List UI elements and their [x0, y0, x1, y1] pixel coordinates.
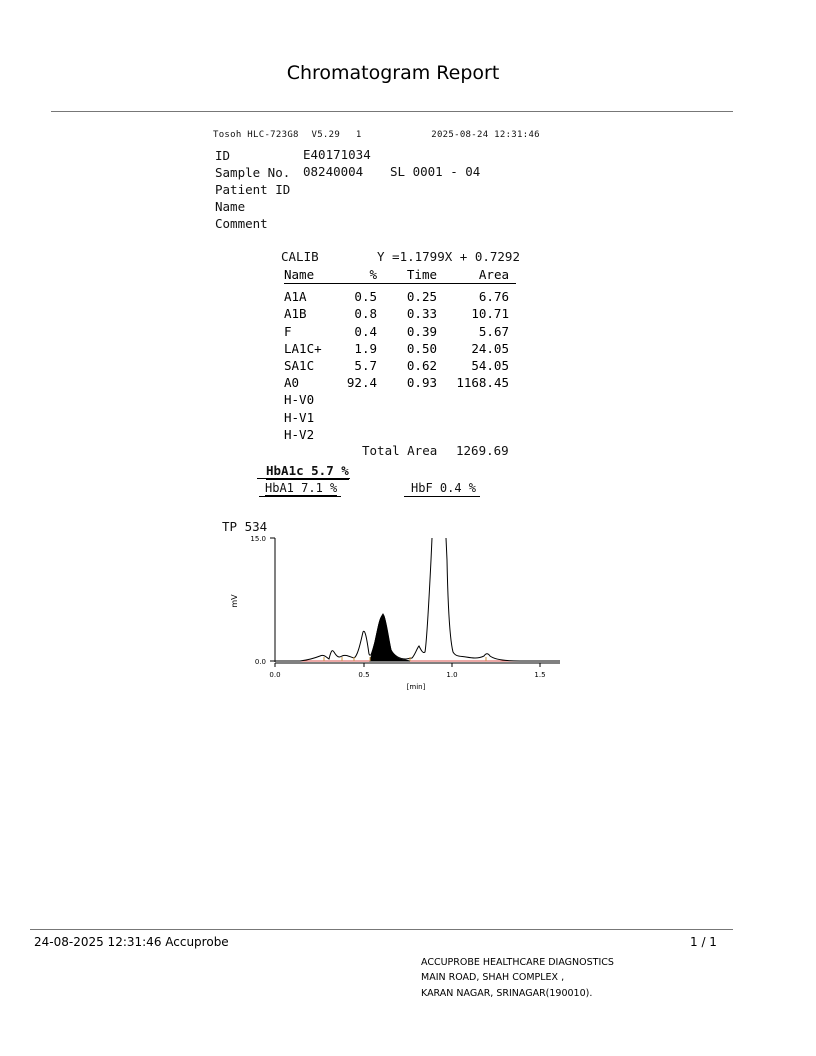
cell-name: H-V0 [284, 392, 315, 408]
table-row [284, 391, 516, 408]
address-line-2: MAIN ROAD, SHAH COMPLEX , [421, 972, 565, 984]
id-value: E40171034 [303, 147, 371, 162]
cell-name: A1A [284, 289, 307, 305]
cell-time [377, 391, 437, 408]
x-tick-label-2: 1.0 [446, 671, 458, 679]
x-ticks [275, 663, 540, 667]
hbf-underline [404, 496, 480, 497]
instrument-unit: 1 [355, 130, 362, 140]
cell-percent [342, 409, 377, 426]
cell-time: 0.50 [406, 340, 437, 356]
cell-area: 24.05 [471, 340, 509, 356]
x-tick-label-1: 0.5 [358, 671, 370, 679]
calib-label: CALIB [281, 249, 319, 264]
cell-time: 0.62 [406, 358, 437, 374]
table-row [284, 357, 516, 374]
x-tick-label-0: 0.0 [269, 671, 281, 679]
results-table [284, 266, 516, 443]
col-name: Name [284, 266, 342, 284]
cell-area: 10.71 [471, 306, 509, 322]
cell-time: 0.93 [406, 375, 437, 391]
cell-time: 0.25 [406, 289, 437, 305]
cell-percent: 1.9 [354, 340, 377, 356]
calib-equation: Y =1.1799X + 0.7292 [377, 249, 520, 264]
cell-name: SA1C [284, 358, 315, 374]
cell-area: 1168.45 [456, 375, 509, 391]
cell-name: LA1C+ [284, 340, 322, 356]
results-header-row [284, 266, 516, 284]
cell-area [437, 409, 516, 426]
address-line-3: KARAN NAGAR, SRINAGAR(190010). [421, 987, 593, 999]
y-tick-label-zero: 0.0 [254, 658, 266, 666]
cell-time [377, 426, 437, 443]
hba1-underline [259, 496, 341, 497]
chromatogram-trace [275, 538, 560, 661]
cell-area: 6.76 [478, 289, 509, 305]
lab-address [421, 955, 614, 1001]
total-area-value: 1269.69 [456, 443, 509, 458]
cell-name: H-V2 [284, 426, 315, 442]
cell-area: 54.05 [471, 358, 509, 374]
table-row [284, 305, 516, 322]
table-row [284, 323, 516, 340]
cell-area [437, 426, 516, 443]
report-title: Chromatogram Report [286, 62, 500, 84]
x-tick-label-3: 1.5 [534, 671, 546, 679]
cell-name: F [284, 323, 292, 339]
col-time: Time [377, 266, 437, 284]
y-unit-label: mV [230, 594, 239, 608]
page-number: 1 / 1 [690, 935, 717, 949]
cell-percent: 0.5 [354, 289, 377, 305]
patient-id-label: Patient ID [215, 182, 291, 197]
chromatogram-plot [220, 530, 565, 695]
col-area: Area [437, 266, 516, 284]
tp-label: TP 534 [222, 519, 268, 534]
instrument-version: V5.29 [311, 130, 341, 140]
cell-area: 5.67 [478, 323, 509, 339]
hbf-result: HbF 0.4 % [411, 481, 477, 495]
comment-label: Comment [215, 216, 268, 231]
cell-percent [342, 426, 377, 443]
cell-percent: 5.7 [354, 358, 377, 374]
results-body [284, 284, 516, 443]
cell-name: H-V1 [284, 409, 315, 425]
total-area-label: Total Area [362, 443, 438, 458]
sl-value: SL 0001 - 04 [390, 164, 481, 179]
cell-name: A1B [284, 306, 307, 322]
name-label: Name [215, 199, 246, 214]
footer-divider [30, 929, 733, 930]
instrument-header [213, 130, 540, 140]
table-row [284, 409, 516, 426]
cell-percent [342, 391, 377, 408]
cell-time: 0.33 [406, 306, 437, 322]
hba1c-underline [257, 478, 350, 479]
header-divider [51, 111, 733, 112]
footer-timestamp: 24-08-2025 12:31:46 Accuprobe [34, 935, 229, 949]
id-label: ID [215, 148, 231, 163]
col-percent: % [342, 266, 377, 284]
cell-percent: 0.8 [354, 306, 377, 322]
run-datetime: 2025-08-24 12:31:46 [431, 130, 540, 140]
table-row [284, 374, 516, 391]
table-row [284, 426, 516, 443]
address-line-1: ACCUPROBE HEALTHCARE DIAGNOSTICS [421, 957, 614, 968]
hba1-result: HbA1 7.1 % [265, 481, 338, 495]
sample-label: Sample No. [215, 165, 291, 180]
cell-time [377, 409, 437, 426]
table-row [284, 340, 516, 357]
table-row [284, 284, 516, 306]
cell-percent: 0.4 [354, 323, 377, 339]
x-unit-label: [min] [406, 683, 426, 691]
sample-value: 08240004 [303, 164, 364, 179]
cell-time: 0.39 [406, 323, 437, 339]
instrument-model: Tosoh HLC-723G8 [213, 130, 299, 140]
y-tick-label-top: 15.0 [250, 535, 266, 543]
cell-area [437, 391, 516, 408]
hba1c-result: HbA1c 5.7 % [266, 463, 349, 478]
cell-name: A0 [284, 375, 300, 391]
cell-percent: 92.4 [346, 375, 377, 391]
